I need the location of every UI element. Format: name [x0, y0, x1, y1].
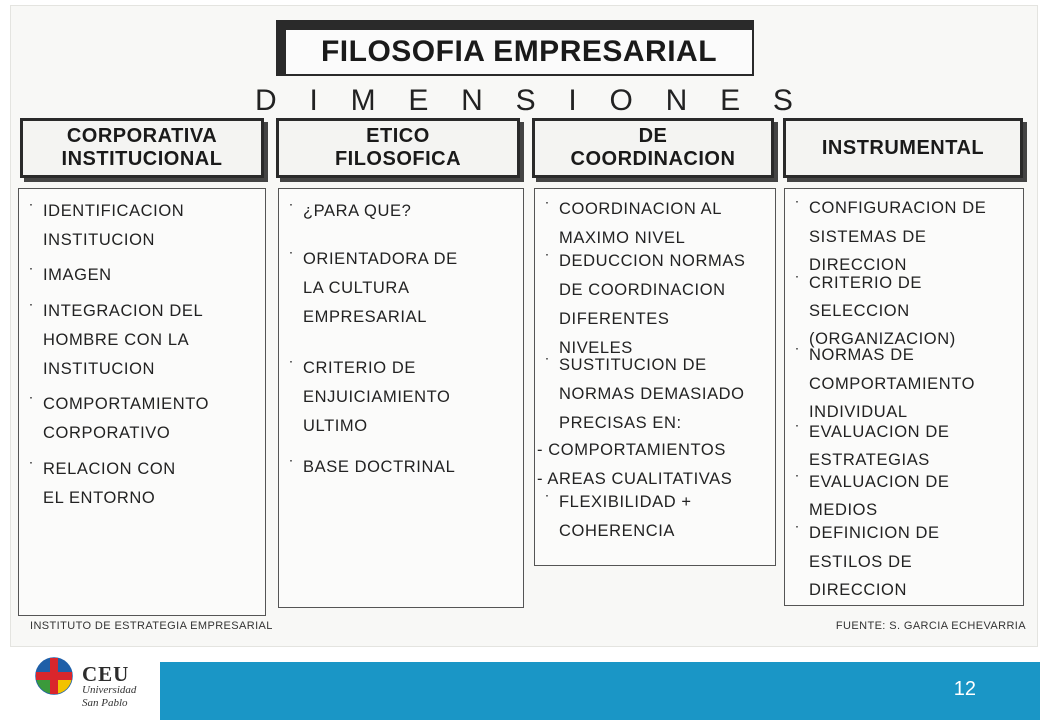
column-body	[784, 188, 1024, 606]
list-item-text: ¿PARA QUE?	[303, 202, 412, 220]
dimensions-letter: I	[568, 84, 579, 117]
sub-item-text: AREAS CUALITATIVAS	[547, 470, 733, 488]
list-item-text: EVALUACION DE	[809, 473, 950, 491]
list-item-line	[545, 276, 771, 305]
list-item-line	[29, 226, 261, 255]
list-item-line	[545, 380, 771, 409]
logo-line-2: San Pablo	[82, 697, 128, 709]
column-header-line: CORPORATIVA	[66, 125, 218, 147]
bullet-marker: ˙	[795, 199, 802, 217]
column-body	[18, 188, 266, 616]
list-item-line	[29, 297, 261, 326]
list-item-text: DIFERENTES	[559, 310, 670, 328]
page-title: FILOSOFIA EMPRESARIAL	[284, 28, 754, 76]
list-item-text: COMPORTAMIENTO	[43, 395, 210, 413]
list-item-line	[289, 274, 519, 303]
list-item-line	[29, 455, 261, 484]
column-header-line: INSTITUCIONAL	[61, 148, 223, 170]
list-item-text: MEDIOS	[809, 501, 878, 519]
bullet-marker: ˙	[795, 346, 802, 364]
list-item-line	[545, 517, 771, 546]
list-item-text: LA CULTURA	[303, 279, 410, 297]
dimensions-letter: E	[720, 84, 743, 117]
bullet-marker: ˙	[795, 423, 802, 441]
list-item-text: INSTITUCION	[43, 360, 156, 378]
list-item-line	[289, 197, 519, 226]
bullet-marker: ˙	[545, 356, 552, 374]
list-item-line	[29, 355, 261, 384]
bullet-marker: ˙	[795, 524, 802, 542]
column-body	[534, 188, 776, 566]
column-header	[20, 118, 264, 178]
list-item-text: ORIENTADORA DE	[303, 250, 458, 268]
dimensions-letter: S	[772, 84, 795, 117]
list-item-text: INSTITUCION	[43, 231, 156, 249]
bullet-marker: ˙	[29, 302, 36, 320]
list-item-line	[29, 484, 261, 513]
list-item-line	[29, 197, 261, 226]
bullet-marker: ˙	[289, 458, 296, 476]
list-item-text: ESTRATEGIAS	[809, 451, 930, 469]
list-item-text: NORMAS DE	[809, 346, 915, 364]
list-item-text: INTEGRACION DEL	[43, 302, 204, 320]
footer-bar	[160, 662, 1040, 720]
list-item-text: DEDUCCION NORMAS	[559, 252, 746, 270]
list-item-line	[289, 453, 519, 482]
list-item-line	[29, 419, 261, 448]
list-item-line	[545, 305, 771, 334]
list-item-text: PRECISAS EN:	[559, 414, 682, 432]
list-item-line	[795, 418, 1019, 447]
dimensions-letter: E	[408, 84, 431, 117]
bullet-marker: ˙	[289, 202, 296, 220]
list-item-text: CRITERIO DE	[303, 359, 416, 377]
list-item-line	[795, 297, 1019, 326]
list-item-line	[289, 354, 519, 383]
logo-name: CEU	[82, 662, 130, 686]
list-item-text: RELACION CON	[43, 460, 176, 478]
sub-item	[537, 436, 771, 465]
list-item-line	[795, 468, 1019, 497]
dimensions-letter: N	[665, 84, 690, 117]
list-item-text: NIVELES	[559, 339, 633, 357]
dash-marker: -	[537, 470, 548, 488]
bullet-marker: ˙	[545, 200, 552, 218]
list-item-text: DE COORDINACION	[559, 281, 726, 299]
list-item-line	[289, 383, 519, 412]
list-item-line	[29, 261, 261, 290]
footer-source: FUENTE: S. GARCIA ECHEVARRIA	[835, 620, 1026, 632]
list-item-text: DIRECCION	[809, 581, 907, 599]
list-item-text: COHERENCIA	[559, 522, 676, 540]
list-item-text: SUSTITUCION DE	[559, 356, 707, 374]
list-item-line	[545, 195, 771, 224]
list-item-text: SISTEMAS DE	[809, 228, 927, 246]
list-item-line	[545, 488, 771, 517]
list-item-text: FLEXIBILIDAD +	[559, 493, 692, 511]
dimensions-letter: M	[350, 84, 378, 117]
list-item-line	[795, 576, 1019, 605]
column-header-line: DE	[638, 125, 668, 147]
list-item-text: ULTIMO	[303, 417, 368, 435]
bullet-marker: ˙	[289, 250, 296, 268]
list-item-text: CORPORATIVO	[43, 424, 171, 442]
list-item-text: EMPRESARIAL	[303, 308, 427, 326]
dimensions-heading	[255, 84, 795, 118]
list-item-text: IDENTIFICACION	[43, 202, 185, 220]
dimensions-letter: I	[309, 84, 320, 117]
dimensions-letter: O	[609, 84, 635, 117]
bullet-marker: ˙	[29, 460, 36, 478]
column-header-line: ETICO	[366, 125, 430, 147]
list-item-text: NORMAS DEMASIADO	[559, 385, 745, 403]
list-item-line	[545, 351, 771, 380]
ceu-logo-icon	[34, 656, 74, 696]
list-item-text: CRITERIO DE	[809, 274, 922, 292]
list-item-text: IMAGEN	[43, 266, 112, 284]
list-item-text: DEFINICION DE	[809, 524, 940, 542]
list-item-text: HOMBRE CON LA	[43, 331, 190, 349]
bullet-marker: ˙	[545, 252, 552, 270]
bullet-marker: ˙	[289, 359, 296, 377]
list-item-line	[29, 326, 261, 355]
list-item-text: COMPORTAMIENTO	[809, 375, 976, 393]
list-item-text: ENJUICIAMIENTO	[303, 388, 451, 406]
logo-line-1: Universidad	[82, 684, 137, 696]
list-item-text: MAXIMO NIVEL	[559, 229, 686, 247]
list-item-line	[545, 409, 771, 438]
dimensions-letter: N	[461, 84, 485, 117]
list-item-line	[29, 390, 261, 419]
list-item-line	[289, 303, 519, 332]
bullet-marker: ˙	[29, 202, 36, 220]
list-item-text: ESTILOS DE	[809, 553, 913, 571]
list-item-line	[795, 341, 1019, 370]
bullet-marker: ˙	[795, 473, 802, 491]
list-item-text: SELECCION	[809, 302, 910, 320]
list-item-text: EL ENTORNO	[43, 489, 156, 507]
column-header-line: INSTRUMENTAL	[821, 136, 985, 159]
column-header	[783, 118, 1023, 178]
dimensions-letter: D	[255, 84, 279, 117]
bullet-marker: ˙	[545, 493, 552, 511]
list-item-line	[289, 412, 519, 441]
footer-institute: INSTITUTO DE ESTRATEGIA EMPRESARIAL	[30, 620, 273, 632]
list-item-line	[795, 269, 1019, 298]
list-item-text: BASE DOCTRINAL	[303, 458, 456, 476]
column-body	[278, 188, 524, 608]
list-item-line	[795, 194, 1019, 223]
sub-item-text: COMPORTAMIENTOS	[548, 441, 726, 459]
bullet-marker: ˙	[795, 274, 802, 292]
list-item-line	[545, 247, 771, 276]
list-item-text: (ORGANIZACION)	[809, 330, 956, 348]
list-item-line	[795, 519, 1019, 548]
list-item-text: EVALUACION DE	[809, 423, 950, 441]
bullet-marker: ˙	[29, 395, 36, 413]
list-item-text: CONFIGURACION DE	[809, 199, 987, 217]
list-item-line	[289, 245, 519, 274]
column-header-line: COORDINACION	[570, 148, 736, 170]
column-header	[276, 118, 520, 178]
column-header-line: FILOSOFICA	[334, 148, 462, 170]
dimensions-letter: S	[515, 84, 538, 117]
page-number: 12	[953, 678, 976, 700]
list-item-line	[795, 548, 1019, 577]
list-item-line	[795, 370, 1019, 399]
bullet-marker: ˙	[29, 266, 36, 284]
list-item-text: COORDINACION AL	[559, 200, 723, 218]
dash-marker: -	[537, 441, 549, 459]
list-item-text: DIRECCION	[809, 256, 907, 274]
column-header	[532, 118, 774, 178]
logo-text	[82, 664, 136, 710]
list-item-line	[795, 223, 1019, 252]
list-item-text: INDIVIDUAL	[809, 403, 908, 421]
